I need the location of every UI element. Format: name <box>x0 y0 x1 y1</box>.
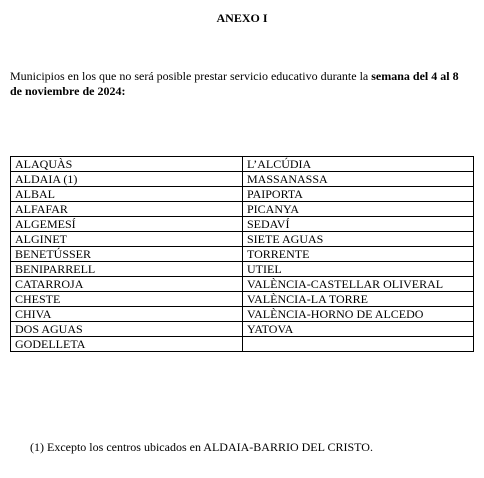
table-row <box>11 217 474 232</box>
municipality-cell-right: VALÈNCIA-CASTELLAR OLIVERAL <box>243 277 474 292</box>
footnote: (1) Excepto los centros ubicados en ALDAIA-BARRIO DEL CRISTO. <box>30 440 373 454</box>
municipality-cell-left: CATARROJA <box>11 277 243 292</box>
municipality-cell-right: SEDAVÍ <box>243 217 474 232</box>
table-row <box>11 202 474 217</box>
table-row <box>11 232 474 247</box>
municipality-cell-left: CHESTE <box>11 292 243 307</box>
municipality-cell-right: UTIEL <box>243 262 474 277</box>
municipality-cell-left: ALGEMESÍ <box>11 217 243 232</box>
annex-title: ANEXO I <box>216 11 268 25</box>
municipality-cell-right: YATOVA <box>243 322 474 337</box>
municipality-cell-right: TORRENTE <box>243 247 474 262</box>
intro-bold-text: semana del 4 al 8 de noviembre de 2024: <box>10 69 459 98</box>
municipality-cell-left: ALBAL <box>11 187 243 202</box>
municipality-cell-right: L’ALCÚDIA <box>243 157 474 172</box>
municipality-cell-right: VALÈNCIA-LA TORRE <box>243 292 474 307</box>
table-row <box>11 157 474 172</box>
municipalities-table-body <box>11 157 474 352</box>
table-row <box>11 337 474 352</box>
municipality-cell-left: ALAQUÀS <box>11 157 243 172</box>
municipality-cell-left: BENETÚSSER <box>11 247 243 262</box>
municipality-cell-right: PAIPORTA <box>243 187 474 202</box>
intro-text: Municipios en los que no será posible prestar servicio educativo durante la <box>10 69 372 83</box>
table-row <box>11 172 474 187</box>
table-row <box>11 262 474 277</box>
municipalities-table <box>10 156 474 352</box>
municipality-cell-right: VALÈNCIA-HORNO DE ALCEDO <box>243 307 474 322</box>
municipality-cell-right <box>243 337 474 352</box>
municipality-cell-right: MASSANASSA <box>243 172 474 187</box>
municipality-cell-left: GODELLETA <box>11 337 243 352</box>
intro-paragraph <box>10 69 472 99</box>
municipality-cell-left: CHIVA <box>11 307 243 322</box>
municipality-cell-left: BENIPARRELL <box>11 262 243 277</box>
table-row <box>11 187 474 202</box>
municipality-cell-left: DOS AGUAS <box>11 322 243 337</box>
table-row <box>11 277 474 292</box>
municipality-cell-right: SIETE AGUAS <box>243 232 474 247</box>
municipality-cell-right: PICANYA <box>243 202 474 217</box>
table-row <box>11 292 474 307</box>
table-row <box>11 322 474 337</box>
municipality-cell-left: ALGINET <box>11 232 243 247</box>
municipality-cell-left: ALFAFAR <box>11 202 243 217</box>
municipality-cell-left: ALDAIA (1) <box>11 172 243 187</box>
table-row <box>11 247 474 262</box>
table-row <box>11 307 474 322</box>
